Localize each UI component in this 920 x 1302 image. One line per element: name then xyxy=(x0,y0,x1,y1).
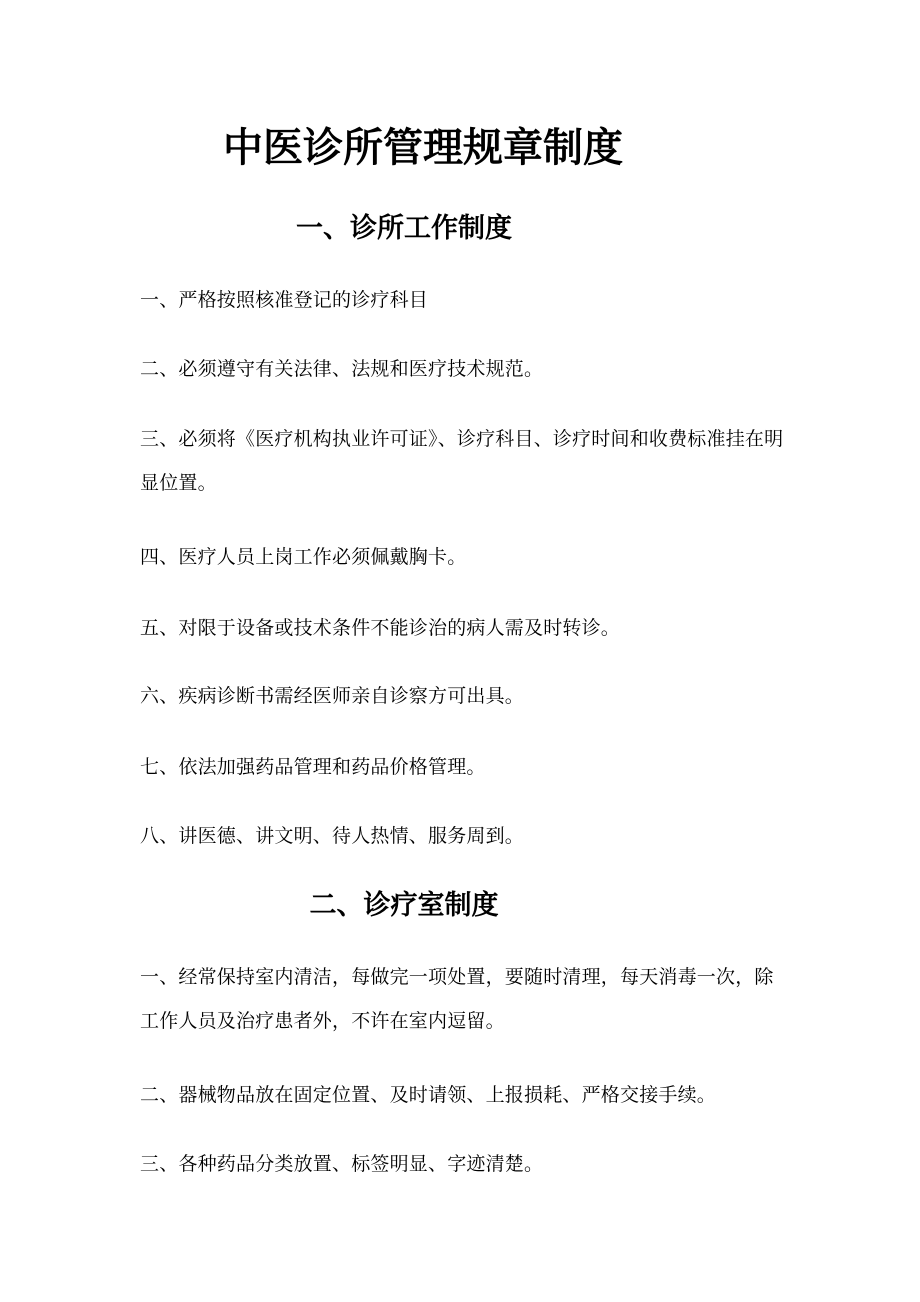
section-heading-treatment-room-rules: 二、诊疗室制度 xyxy=(309,890,499,921)
rule-item: 二、器械物品放在固定位置、及时请领、上报损耗、严格交接手续。 xyxy=(140,1084,717,1106)
rule-item: 六、疾病诊断书需经医师亲自诊察方可出具。 xyxy=(140,685,525,707)
rule-item: 三、各种药品分类放置、标签明显、字迹清楚。 xyxy=(140,1153,544,1175)
section-heading-clinic-work-rules: 一、诊所工作制度 xyxy=(296,213,512,244)
rule-item: 二、必须遵守有关法律、法规和医疗技术规范。 xyxy=(140,358,544,380)
rule-item: 五、对限于设备或技术条件不能诊治的病人需及时转诊。 xyxy=(140,617,621,639)
rule-item: 八、讲医德、讲文明、待人热情、服务周到。 xyxy=(140,825,525,847)
rule-item: 七、依法加强药品管理和药品价格管理。 xyxy=(140,756,486,778)
rule-item: 一、严格按照核准登记的诊疗科目 xyxy=(140,289,429,311)
rule-item: 三、必须将《医疗机构执业许可证》、诊疗科目、诊疗时间和收费标准挂在明显位置。 xyxy=(140,428,784,494)
rule-item: 四、医疗人员上岗工作必须佩戴胸卡。 xyxy=(140,546,467,568)
rule-item: 一、经常保持室内清洁，每做完一项处置，要随时清理，每天消毒一次，除工作人员及治疗患者外，不许在室内逗留。 xyxy=(140,966,774,1032)
page-title: 中医诊所管理规章制度 xyxy=(223,125,623,171)
